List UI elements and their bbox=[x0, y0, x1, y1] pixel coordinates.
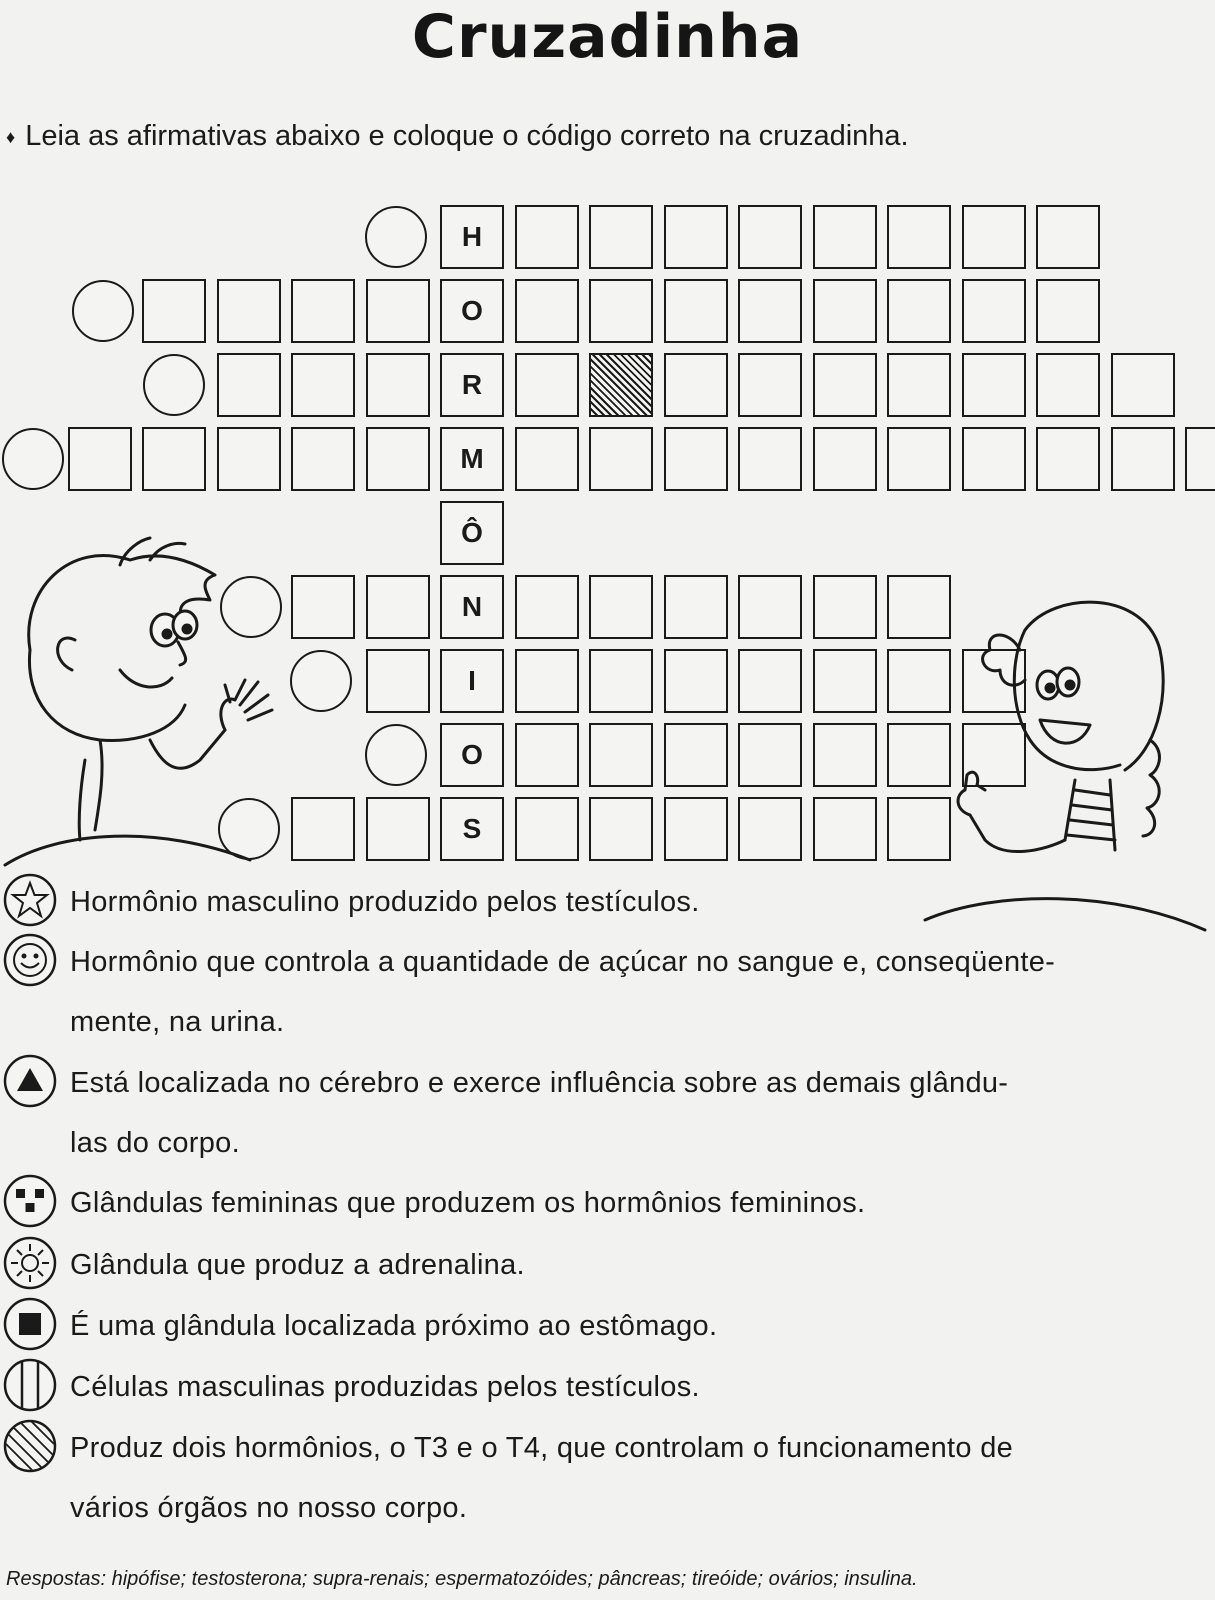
clue-code-circle[interactable] bbox=[365, 206, 427, 268]
clue-text-line: Glândulas femininas que produzem os hormônios femininos. bbox=[70, 1187, 866, 1219]
clue-text bbox=[70, 932, 1055, 1052]
answer-cell[interactable] bbox=[813, 205, 877, 269]
answer-cell[interactable] bbox=[664, 797, 728, 861]
answer-cell[interactable] bbox=[1036, 427, 1100, 491]
answer-cell[interactable] bbox=[738, 205, 802, 269]
answer-cell[interactable] bbox=[366, 353, 430, 417]
answer-cell[interactable] bbox=[887, 353, 951, 417]
answer-cell[interactable] bbox=[813, 649, 877, 713]
clue-item bbox=[2, 1296, 1207, 1356]
answer-cell[interactable] bbox=[738, 649, 802, 713]
answer-cell[interactable] bbox=[887, 279, 951, 343]
answer-cell[interactable] bbox=[738, 279, 802, 343]
clue-text bbox=[70, 1296, 717, 1356]
dice-icon bbox=[2, 1173, 58, 1229]
star-icon bbox=[2, 872, 58, 928]
answer-cell[interactable] bbox=[515, 427, 579, 491]
answer-cell[interactable] bbox=[515, 649, 579, 713]
answer-cell[interactable] bbox=[68, 427, 132, 491]
answer-cell[interactable] bbox=[291, 797, 355, 861]
answer-cell[interactable] bbox=[813, 353, 877, 417]
clue-text bbox=[70, 1053, 1008, 1173]
clue-text-line: Glândula que produz a adrenalina. bbox=[70, 1249, 525, 1281]
answer-cell[interactable] bbox=[664, 575, 728, 639]
clue-code-circle[interactable] bbox=[2, 428, 64, 490]
key-letter-cell: R bbox=[440, 353, 504, 417]
clue-text-line: vários órgãos no nosso corpo. bbox=[70, 1492, 468, 1524]
answer-cell[interactable] bbox=[813, 575, 877, 639]
answer-cell[interactable] bbox=[738, 797, 802, 861]
clue-text-line: Hormônio que controla a quantidade de açúcar no sangue e, conseqüente- bbox=[70, 946, 1056, 978]
answer-cell[interactable] bbox=[366, 427, 430, 491]
blocked-cell bbox=[589, 353, 653, 417]
answer-cell[interactable] bbox=[217, 427, 281, 491]
answers-line: Respostas: hipófise; testosterona; supra-renais; espermatozóides; pâncreas; tireóide; ovários; insulina. bbox=[6, 1568, 918, 1590]
smiley-icon bbox=[2, 932, 58, 988]
answer-cell[interactable] bbox=[813, 723, 877, 787]
triangle-icon bbox=[2, 1053, 58, 1109]
answer-cell[interactable] bbox=[1036, 353, 1100, 417]
answer-cell[interactable] bbox=[366, 797, 430, 861]
sun-icon bbox=[2, 1235, 58, 1291]
answer-cell[interactable] bbox=[813, 279, 877, 343]
answer-cell[interactable] bbox=[291, 575, 355, 639]
answer-cell[interactable] bbox=[1036, 205, 1100, 269]
answer-cell[interactable] bbox=[291, 427, 355, 491]
answer-cell[interactable] bbox=[589, 205, 653, 269]
boy-illustration bbox=[0, 530, 300, 875]
answer-cell[interactable] bbox=[962, 427, 1026, 491]
clue-text-line: Produz dois hormônios, o T3 e o T4, que controlam o funcionamento de bbox=[70, 1432, 1014, 1464]
key-letter-cell: Ô bbox=[440, 501, 504, 565]
answer-cell[interactable] bbox=[738, 427, 802, 491]
answer-cell[interactable] bbox=[664, 279, 728, 343]
answer-cell[interactable] bbox=[664, 649, 728, 713]
clue-item bbox=[2, 1235, 1207, 1295]
answer-cell[interactable] bbox=[515, 723, 579, 787]
clue-text-line: Hormônio masculino produzido pelos testículos. bbox=[70, 886, 700, 918]
answer-cell[interactable] bbox=[1111, 353, 1175, 417]
answer-cell[interactable] bbox=[887, 427, 951, 491]
key-letter-cell: H bbox=[440, 205, 504, 269]
clue-text bbox=[70, 1418, 1013, 1538]
key-letter-cell: O bbox=[440, 279, 504, 343]
clue-text-line: mente, na urina. bbox=[70, 1006, 285, 1038]
answer-cell[interactable] bbox=[962, 205, 1026, 269]
clue-text-line: las do corpo. bbox=[70, 1127, 240, 1159]
clue-item bbox=[2, 1053, 1207, 1173]
answer-cell[interactable] bbox=[217, 353, 281, 417]
answer-cell[interactable] bbox=[515, 353, 579, 417]
key-letter-cell: M bbox=[440, 427, 504, 491]
clue-item bbox=[2, 1418, 1207, 1538]
answer-cell[interactable] bbox=[515, 279, 579, 343]
answer-cell[interactable] bbox=[291, 279, 355, 343]
clue-code-circle[interactable] bbox=[143, 354, 205, 416]
answer-cell[interactable] bbox=[664, 427, 728, 491]
clue-text-line: Está localizada no cérebro e exerce influência sobre as demais glându- bbox=[70, 1067, 1009, 1099]
answer-cell[interactable] bbox=[217, 279, 281, 343]
answer-cell[interactable] bbox=[366, 279, 430, 343]
answer-cell[interactable] bbox=[589, 649, 653, 713]
answer-cell[interactable] bbox=[515, 575, 579, 639]
answer-cell[interactable] bbox=[589, 797, 653, 861]
answer-cell[interactable] bbox=[366, 649, 430, 713]
answer-cell[interactable] bbox=[1185, 427, 1215, 491]
answer-cell[interactable] bbox=[142, 279, 206, 343]
clue-text bbox=[70, 1357, 700, 1417]
page-title: Cruzadinha bbox=[411, 2, 804, 72]
answer-cell[interactable] bbox=[664, 205, 728, 269]
key-letter-cell: S bbox=[440, 797, 504, 861]
clue-text bbox=[70, 1173, 865, 1233]
clue-text-line: É uma glândula localizada próximo ao estômago. bbox=[70, 1310, 718, 1342]
answer-cell[interactable] bbox=[291, 353, 355, 417]
clue-item bbox=[2, 1357, 1207, 1417]
answer-cell[interactable] bbox=[962, 353, 1026, 417]
key-letter-cell: I bbox=[440, 649, 504, 713]
clue-text-line: Células masculinas produzidas pelos testículos. bbox=[70, 1371, 700, 1403]
answer-cell[interactable] bbox=[589, 723, 653, 787]
instruction bbox=[6, 120, 909, 153]
answer-cell[interactable] bbox=[589, 279, 653, 343]
answer-cell[interactable] bbox=[887, 205, 951, 269]
answer-cell[interactable] bbox=[142, 427, 206, 491]
answer-cell[interactable] bbox=[1111, 427, 1175, 491]
clue-text bbox=[70, 872, 700, 932]
clue-code-circle[interactable] bbox=[365, 724, 427, 786]
clue-item bbox=[2, 932, 1207, 1052]
answer-cell[interactable] bbox=[366, 575, 430, 639]
filled-square-icon bbox=[2, 1296, 58, 1352]
key-letter-cell: N bbox=[440, 575, 504, 639]
answer-cell[interactable] bbox=[738, 353, 802, 417]
answer-cell[interactable] bbox=[515, 205, 579, 269]
key-letter-cell: O bbox=[440, 723, 504, 787]
striped-circle-icon bbox=[2, 1357, 58, 1413]
answer-cell[interactable] bbox=[664, 353, 728, 417]
answer-cell[interactable] bbox=[738, 575, 802, 639]
clue-item bbox=[2, 1173, 1207, 1233]
answer-cell[interactable] bbox=[1036, 279, 1100, 343]
answer-cell[interactable] bbox=[589, 427, 653, 491]
answer-cell[interactable] bbox=[962, 279, 1026, 343]
clue-code-circle[interactable] bbox=[72, 280, 134, 342]
clue-text bbox=[70, 1235, 525, 1295]
answer-cell[interactable] bbox=[589, 575, 653, 639]
answer-cell[interactable] bbox=[813, 797, 877, 861]
answer-cell[interactable] bbox=[738, 723, 802, 787]
answer-cell[interactable] bbox=[515, 797, 579, 861]
diamond-bullet-icon: ♦ bbox=[6, 126, 16, 147]
clue-item bbox=[2, 872, 1207, 932]
hatched-circle-icon bbox=[2, 1418, 58, 1474]
instruction-text: Leia as afirmativas abaixo e coloque o código correto na cruzadinha. bbox=[25, 120, 909, 152]
answer-cell[interactable] bbox=[813, 427, 877, 491]
answer-cell[interactable] bbox=[664, 723, 728, 787]
